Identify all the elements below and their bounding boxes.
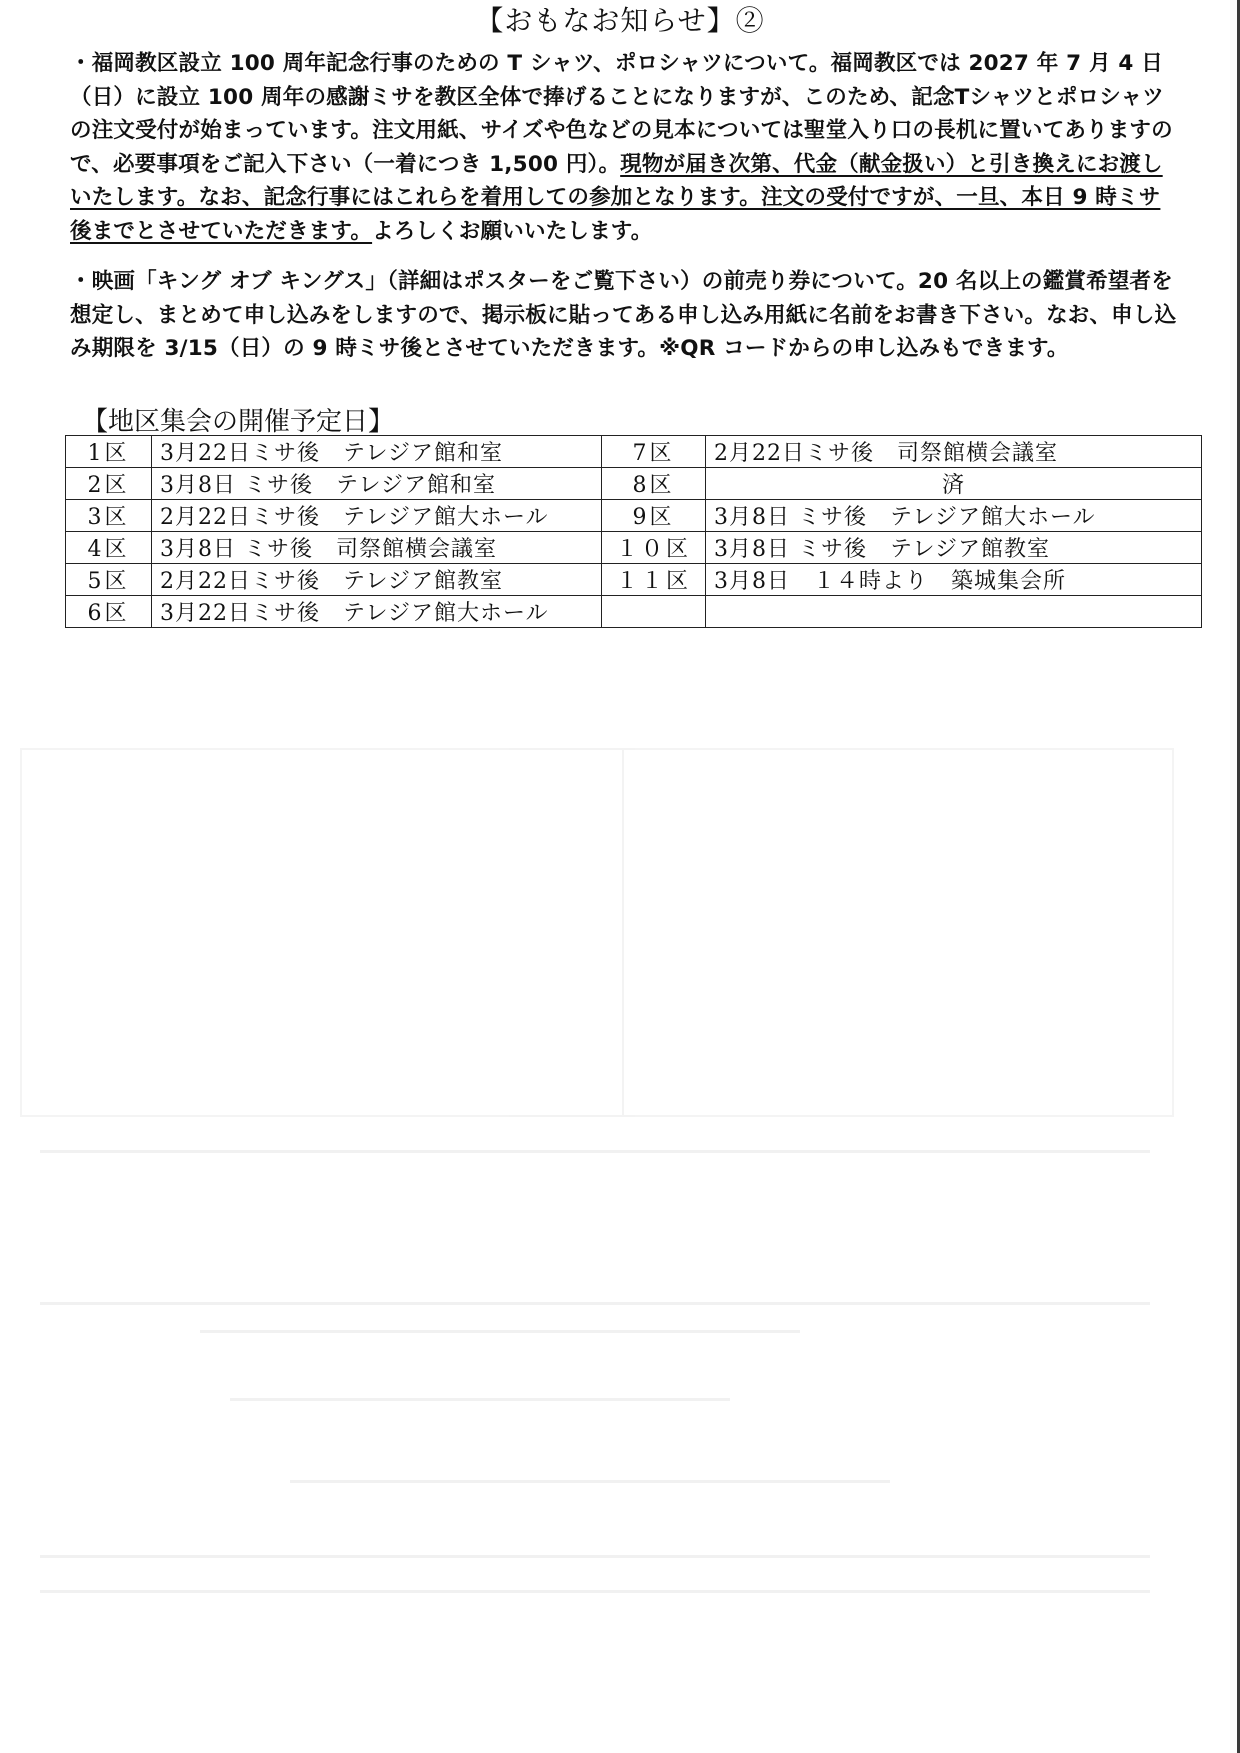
table-row	[66, 532, 1202, 564]
schedule-cell	[706, 596, 1202, 628]
district-cell: 5区	[66, 564, 152, 596]
notice-movie-text: ・映画「キング オブ キングス」（詳細はポスターをご覧下さい）の前売り券について。20 名以上の鑑賞希望者を想定し、まとめて申し込みをしますので、掲示板に貼ってある申し込み用紙に名前をお書き下さい。なお、申し込み期限を 3/15（日）の 9 時ミサ後とさせていただきます。※QR コードからの申し込みもできます。	[70, 269, 1177, 361]
schedule-cell: 2月22日ミサ後 司祭館横会議室	[706, 436, 1202, 468]
schedule-cell: 3月8日 ミサ後 テレジア館大ホール	[706, 500, 1202, 532]
show-through-line	[40, 1302, 1150, 1305]
show-through-line	[40, 1150, 1150, 1153]
district-cell: 7区	[602, 436, 706, 468]
table-row	[66, 596, 1202, 628]
schedule-cell: 3月22日ミサ後 テレジア館和室	[152, 436, 602, 468]
district-schedule-table	[65, 435, 1202, 628]
schedule-cell: 済	[706, 468, 1202, 500]
district-cell: 6区	[66, 596, 152, 628]
show-through-line	[230, 1398, 730, 1401]
show-through-shadow	[20, 748, 1174, 1117]
district-cell: 2区	[66, 468, 152, 500]
schedule-cell: 3月22日ミサ後 テレジア館大ホール	[152, 596, 602, 628]
table-row	[66, 564, 1202, 596]
schedule-cell: 2月22日ミサ後 テレジア館大ホール	[152, 500, 602, 532]
table-row	[66, 500, 1202, 532]
district-cell: 1区	[66, 436, 152, 468]
schedule-cell: 2月22日ミサ後 テレジア館教室	[152, 564, 602, 596]
district-cell: １０区	[602, 532, 706, 564]
notice-tshirt-closing: よろしくお願いいたします。	[372, 218, 653, 244]
notice-tshirt-text: ・福岡教区設立 100 周年記念行事のための T シャツ、ポロシャツについて。福岡教区では 2027 年 7 月 4 日（日）に設立 100 周年の感謝ミサを教区全体で捧げることになりますが、このため、記念Tシャツとポロシャツの注文受付が始まっています。注文用紙、サイズや色などの見本については聖堂入り口の長机に置いてありますので、必要事項をご記入下さい（一着につき 1,500 円）。	[70, 51, 1173, 177]
notice-tshirt	[70, 47, 1180, 248]
table-row	[66, 468, 1202, 500]
district-cell: 9区	[602, 500, 706, 532]
show-through-line	[290, 1480, 890, 1483]
district-cell: 8区	[602, 468, 706, 500]
table-row	[66, 436, 1202, 468]
notice-movie	[70, 265, 1180, 366]
schedule-cell: 3月8日 ミサ後 テレジア館教室	[706, 532, 1202, 564]
district-cell: １１区	[602, 564, 706, 596]
show-through-line	[40, 1590, 1150, 1593]
show-through-divider	[622, 750, 624, 1115]
district-cell: 4区	[66, 532, 152, 564]
schedule-cell: 3月8日 ミサ後 テレジア館和室	[152, 468, 602, 500]
show-through-line	[40, 1555, 1150, 1558]
notice-tshirt-underlined: 現物が届き次第、代金（献金扱い）と引き換えにお渡しいたします。なお、記念行事にはこれらを着用しての参加となります。注文の受付ですが、一旦、本日 9 時ミサ後までとさせていただきます。	[70, 151, 1163, 244]
show-through-line	[200, 1330, 800, 1333]
district-cell	[602, 596, 706, 628]
schedule-cell: 3月8日 １４時より 築城集会所	[706, 564, 1202, 596]
page-title: 【おもなお知らせ】②	[475, 4, 765, 37]
district-cell: 3区	[66, 500, 152, 532]
schedule-title: 【地区集会の開催予定日】	[82, 407, 395, 437]
schedule-cell: 3月8日 ミサ後 司祭館横会議室	[152, 532, 602, 564]
